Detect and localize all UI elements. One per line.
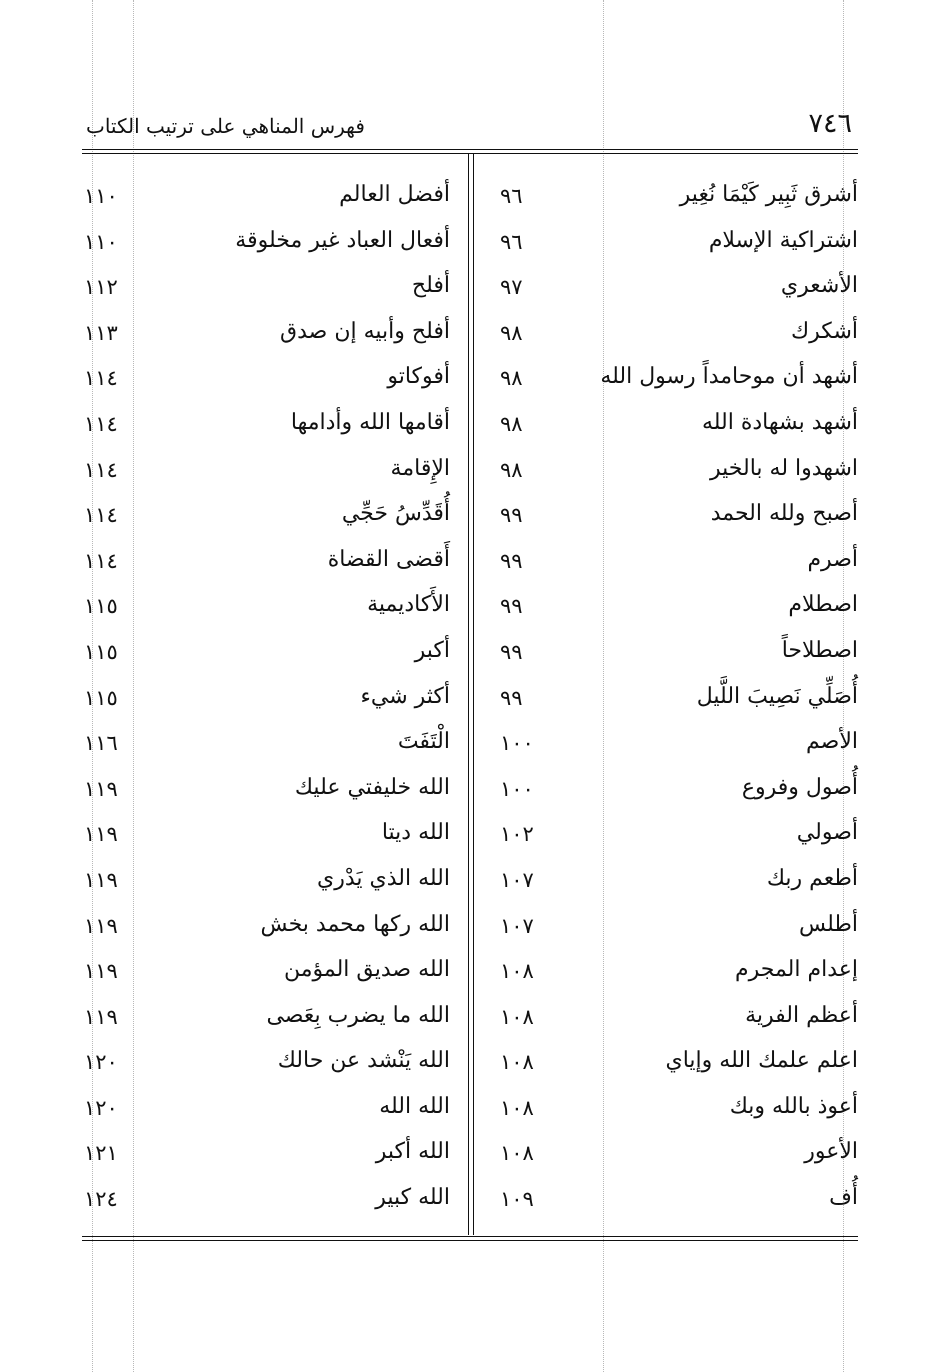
index-entry bbox=[478, 908, 858, 954]
index-table bbox=[82, 170, 858, 1230]
index-page-number: ١٠٩ bbox=[500, 1187, 534, 1212]
index-page-number: ٩٦ bbox=[500, 229, 523, 254]
index-page-number: ٩٩ bbox=[500, 503, 523, 528]
index-page-number: ١٠٨ bbox=[500, 1004, 534, 1029]
index-term: أطلس bbox=[799, 911, 858, 937]
index-page-number: ١١٩ bbox=[84, 776, 118, 801]
index-page-number: ٩٨ bbox=[500, 366, 523, 391]
index-page-number: ١٠٨ bbox=[500, 1141, 534, 1166]
footer-rule bbox=[82, 1240, 858, 1241]
index-page-number: ١١٥ bbox=[84, 685, 118, 710]
index-entry bbox=[82, 680, 468, 726]
index-page-number: ١١٥ bbox=[84, 594, 118, 619]
index-term: الله أكبر bbox=[375, 1139, 450, 1165]
index-term: الله يَنْشد عن حالك bbox=[277, 1048, 450, 1074]
index-page-number: ٩٨ bbox=[500, 411, 523, 436]
index-page-number: ١١٩ bbox=[84, 1004, 118, 1029]
index-page-number: ٩٩ bbox=[500, 685, 523, 710]
index-term: الأَكاديمية bbox=[367, 592, 450, 618]
index-term: اصطلام bbox=[788, 592, 858, 618]
index-term: الأعور bbox=[804, 1139, 858, 1165]
index-entry bbox=[82, 771, 468, 817]
index-term: الله ما يضرب بِعَصى bbox=[266, 1002, 450, 1028]
index-page-number: ١٠٨ bbox=[500, 1095, 534, 1120]
index-entry bbox=[82, 406, 468, 452]
index-page-number: ١١٠ bbox=[84, 229, 118, 254]
index-page-number: ٩٨ bbox=[500, 320, 523, 345]
index-term: اصطلاحاً bbox=[781, 637, 858, 663]
index-term: أُصول وفروع bbox=[741, 774, 858, 800]
index-term: أشكرك bbox=[791, 318, 858, 344]
index-term: أُف bbox=[829, 1185, 858, 1211]
index-entry bbox=[82, 588, 468, 634]
index-page-number: ١٠٢ bbox=[500, 822, 534, 847]
index-term: أفعال العباد غير مخلوقة bbox=[235, 227, 450, 253]
index-entry bbox=[478, 725, 858, 771]
index-entry bbox=[82, 178, 468, 224]
index-term: الله ركها محمد بخش bbox=[260, 911, 450, 937]
index-term: الله كبير bbox=[375, 1185, 450, 1211]
index-page-number: ١١٤ bbox=[84, 457, 118, 482]
index-entry bbox=[478, 360, 858, 406]
page-header bbox=[82, 108, 858, 148]
header-rule bbox=[82, 153, 858, 154]
index-term: الله الله bbox=[379, 1093, 450, 1119]
index-page-number: ٩٩ bbox=[500, 594, 523, 619]
index-page-number: ١٠٨ bbox=[500, 1050, 534, 1075]
index-page-number: ١١٩ bbox=[84, 822, 118, 847]
index-entry bbox=[478, 543, 858, 589]
index-term: أصرم bbox=[807, 546, 858, 572]
index-page-number: ١١٤ bbox=[84, 411, 118, 436]
index-entry bbox=[478, 1181, 858, 1227]
index-entry bbox=[478, 680, 858, 726]
index-page-number: ١١٠ bbox=[84, 184, 118, 208]
index-column-right bbox=[478, 178, 858, 1228]
index-entry bbox=[478, 588, 858, 634]
page-number: ٧٤٦ bbox=[808, 108, 852, 139]
index-entry bbox=[82, 497, 468, 543]
header-rule bbox=[82, 149, 858, 150]
footer-rule bbox=[82, 1236, 858, 1237]
index-entry bbox=[82, 360, 468, 406]
index-page-number: ١١٤ bbox=[84, 366, 118, 391]
index-entry bbox=[478, 771, 858, 817]
index-term: أفوكاتو bbox=[387, 364, 450, 390]
index-entry bbox=[478, 1044, 858, 1090]
index-page-number: ١١٤ bbox=[84, 548, 118, 573]
index-entry bbox=[82, 543, 468, 589]
index-term: الله ديتا bbox=[381, 820, 450, 846]
index-entry bbox=[478, 497, 858, 543]
index-entry bbox=[82, 725, 468, 771]
index-page-number: ١١٩ bbox=[84, 959, 118, 984]
index-term: الإِقامة bbox=[390, 455, 450, 481]
index-page-number: ١٠٨ bbox=[500, 959, 534, 984]
index-entry bbox=[82, 452, 468, 498]
index-term: الله صديق المؤمن bbox=[283, 957, 450, 983]
index-term: الأشعري bbox=[780, 273, 858, 299]
index-entry bbox=[478, 999, 858, 1045]
index-term: اشهدوا له بالخير bbox=[710, 455, 858, 481]
index-page-number: ٩٩ bbox=[500, 639, 523, 664]
index-term: الله الذي يَدْري bbox=[317, 865, 450, 891]
index-page-number: ١١٩ bbox=[84, 867, 118, 892]
index-entry bbox=[82, 862, 468, 908]
index-entry bbox=[478, 634, 858, 680]
index-entry bbox=[478, 816, 858, 862]
index-term: أَقضى القضاة bbox=[327, 546, 450, 572]
index-entry bbox=[82, 1044, 468, 1090]
index-page-number: ١٢٤ bbox=[84, 1187, 118, 1212]
index-entry bbox=[478, 315, 858, 361]
index-term: أصبح ولله الحمد bbox=[710, 501, 858, 527]
index-entry bbox=[478, 224, 858, 270]
index-term: أفلح bbox=[411, 273, 450, 299]
index-page-number: ١١٣ bbox=[84, 320, 118, 345]
index-page-number: ١١٦ bbox=[84, 731, 118, 756]
index-page-number: ١٠٧ bbox=[500, 913, 534, 938]
index-term: أفلح وأبيه إن صدق bbox=[280, 318, 450, 344]
index-column-left bbox=[82, 178, 468, 1228]
index-page-number: ١١٢ bbox=[84, 275, 118, 300]
index-entry bbox=[82, 634, 468, 680]
index-entry bbox=[478, 953, 858, 999]
index-term: أعظم الفرية bbox=[745, 1002, 858, 1028]
index-entry bbox=[82, 315, 468, 361]
index-page-number: ١١٩ bbox=[84, 913, 118, 938]
index-term: أفضل العالم bbox=[339, 182, 450, 207]
index-term: أشهد أن موحامداً رسول الله bbox=[600, 364, 858, 390]
running-title: فهرس المناهي على ترتيب الكتاب bbox=[86, 114, 365, 138]
index-page-number: ١٠٠ bbox=[500, 731, 534, 756]
index-page-number: ٩٧ bbox=[500, 275, 523, 300]
index-entry bbox=[82, 224, 468, 270]
index-entry bbox=[82, 1181, 468, 1227]
index-entry bbox=[82, 1090, 468, 1136]
index-term: أُصَلِّي نَصِيبَ اللَّيل bbox=[696, 683, 858, 709]
index-page-number: ١١٤ bbox=[84, 503, 118, 528]
index-term: أُقَدِّسُ حَجِّي bbox=[341, 501, 450, 527]
index-term: أصولي bbox=[796, 820, 858, 846]
index-entry bbox=[82, 816, 468, 862]
index-page-number: ١٢٠ bbox=[84, 1050, 118, 1075]
index-page-number: ١٠٧ bbox=[500, 867, 534, 892]
index-term: أطعم ربك bbox=[766, 865, 858, 891]
index-entry bbox=[82, 953, 468, 999]
index-entry bbox=[82, 269, 468, 315]
index-term: اعلم علمك الله وإياي bbox=[665, 1048, 858, 1074]
index-entry bbox=[82, 999, 468, 1045]
index-term: اشتراكية الإسلام bbox=[708, 227, 858, 253]
index-page-number: ١٠٠ bbox=[500, 776, 534, 801]
index-term: أعوذ بالله وبك bbox=[729, 1093, 858, 1119]
index-page-number: ١٢١ bbox=[84, 1141, 118, 1166]
index-term: أكبر bbox=[414, 637, 450, 663]
index-term: إعدام المجرم bbox=[734, 957, 858, 983]
index-entry bbox=[82, 1135, 468, 1181]
index-entry bbox=[478, 862, 858, 908]
index-entry bbox=[478, 406, 858, 452]
index-entry bbox=[478, 269, 858, 315]
index-entry bbox=[478, 1090, 858, 1136]
index-term: أقامها الله وأدامها bbox=[290, 409, 450, 435]
index-term: أشرق ثَبِير كَيْمَا نُغِير bbox=[679, 182, 858, 207]
index-page-number: ١٢٠ bbox=[84, 1095, 118, 1120]
index-page-number: ٩٨ bbox=[500, 457, 523, 482]
index-term: الله خليفتي عليك bbox=[294, 774, 450, 800]
index-entry bbox=[478, 1135, 858, 1181]
index-entry bbox=[478, 452, 858, 498]
index-term: أكثر شيء bbox=[360, 683, 450, 709]
index-term: الأصم bbox=[806, 729, 858, 755]
index-term: أشهد بشهادة الله bbox=[701, 409, 858, 435]
index-page-number: ٩٩ bbox=[500, 548, 523, 573]
index-entry bbox=[82, 908, 468, 954]
index-page-number: ٩٦ bbox=[500, 184, 523, 208]
index-term: الْتَفَتَ bbox=[397, 729, 450, 755]
index-entry bbox=[478, 178, 858, 224]
index-page-number: ١١٥ bbox=[84, 639, 118, 664]
